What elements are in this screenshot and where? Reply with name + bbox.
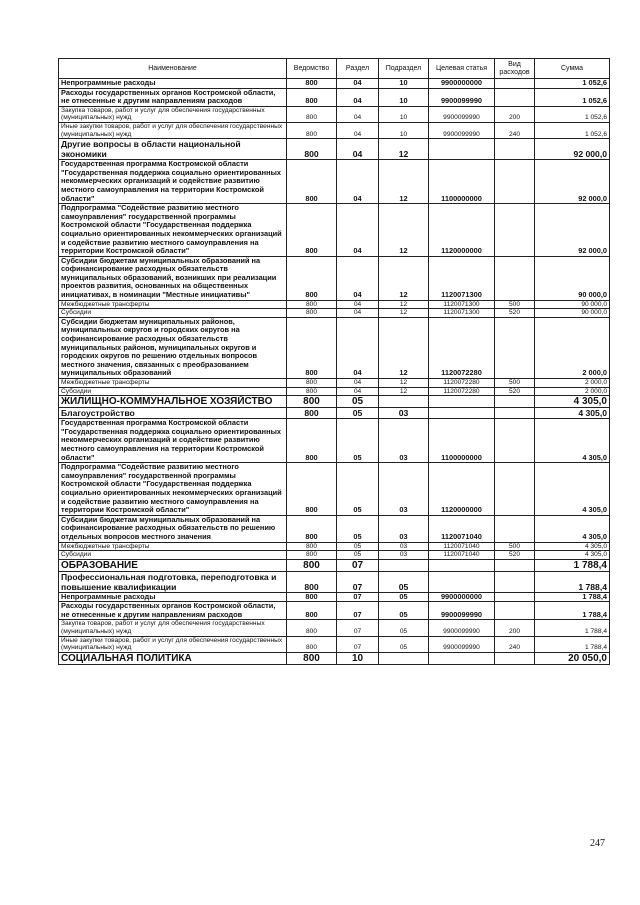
cell-department: 800	[287, 317, 337, 378]
cell-amount: 1 052,6	[535, 88, 610, 106]
cell-expense-type: 500	[495, 300, 535, 309]
cell-section: 04	[337, 139, 379, 160]
cell-amount: 1 052,6	[535, 106, 610, 122]
header-section: Раздел	[337, 59, 379, 79]
cell-target-article	[429, 396, 495, 408]
cell-target-article	[429, 139, 495, 160]
cell-subsection: 10	[379, 122, 429, 138]
cell-name: ЖИЛИЩНО-КОММУНАЛЬНОЕ ХОЗЯЙСТВО	[59, 396, 287, 408]
cell-section: 05	[337, 515, 379, 542]
table-row	[59, 309, 610, 318]
cell-target-article: 1120071300	[429, 300, 495, 309]
cell-amount: 1 788,4	[535, 571, 610, 592]
table-row	[59, 408, 610, 419]
table-row	[59, 551, 610, 560]
cell-section: 05	[337, 408, 379, 419]
cell-department: 800	[287, 379, 337, 388]
table-row	[59, 571, 610, 592]
table-row	[59, 542, 610, 551]
cell-department: 800	[287, 592, 337, 602]
table-row	[59, 515, 610, 542]
cell-amount: 92 000,0	[535, 139, 610, 160]
header-subsection: Подраздел	[379, 59, 429, 79]
cell-expense-type: 240	[495, 122, 535, 138]
cell-department: 800	[287, 387, 337, 396]
cell-target-article: 9900099990	[429, 88, 495, 106]
table-row	[59, 620, 610, 636]
cell-amount: 4 305,0	[535, 463, 610, 516]
cell-section: 05	[337, 463, 379, 516]
table-row	[59, 559, 610, 571]
cell-target-article: 9900000000	[429, 79, 495, 89]
cell-subsection: 05	[379, 620, 429, 636]
cell-department: 800	[287, 620, 337, 636]
cell-department: 800	[287, 122, 337, 138]
cell-section: 04	[337, 106, 379, 122]
cell-subsection: 12	[379, 256, 429, 300]
cell-subsection: 05	[379, 571, 429, 592]
header-name: Наименование	[59, 59, 287, 79]
cell-target-article: 1120071300	[429, 256, 495, 300]
cell-amount: 92 000,0	[535, 160, 610, 204]
cell-subsection: 10	[379, 106, 429, 122]
cell-amount: 2 000,0	[535, 379, 610, 388]
cell-name: ОБРАЗОВАНИЕ	[59, 559, 287, 571]
cell-subsection: 03	[379, 408, 429, 419]
cell-amount: 4 305,0	[535, 408, 610, 419]
cell-amount: 1 788,4	[535, 620, 610, 636]
cell-subsection: 03	[379, 542, 429, 551]
cell-name: Субсидии бюджетам муниципальных районов, муниципальных округов и городских округов на софинансирование расходных обязательств муниципальных районов, муниципальных округов и городских округов по решению отдельных вопросов местного значения, связанных с преобразованием муниципальных образований	[59, 317, 287, 378]
cell-expense-type	[495, 408, 535, 419]
table-row	[59, 636, 610, 652]
cell-name: Подпрограмма "Содействие развитию местного самоуправления" государственной программы Костромской области "Государственная поддержка социально ориентированных некоммерческих организаций и содействие развитию местного самоуправления на территории Костромской области"	[59, 463, 287, 516]
cell-expense-type: 520	[495, 309, 535, 318]
cell-department: 800	[287, 309, 337, 318]
cell-amount: 90 000,0	[535, 309, 610, 318]
cell-target-article: 9900099990	[429, 602, 495, 620]
cell-expense-type	[495, 204, 535, 257]
cell-target-article: 1120072280	[429, 379, 495, 388]
cell-target-article: 1120000000	[429, 204, 495, 257]
header-amount: Сумма	[535, 59, 610, 79]
cell-expense-type	[495, 463, 535, 516]
cell-section: 04	[337, 204, 379, 257]
cell-amount: 4 305,0	[535, 515, 610, 542]
cell-department: 800	[287, 396, 337, 408]
cell-section: 07	[337, 620, 379, 636]
cell-target-article	[429, 408, 495, 419]
cell-section: 04	[337, 387, 379, 396]
cell-section: 07	[337, 636, 379, 652]
cell-amount: 4 305,0	[535, 551, 610, 560]
table-row	[59, 379, 610, 388]
cell-amount: 1 788,4	[535, 559, 610, 571]
cell-department: 800	[287, 300, 337, 309]
cell-subsection: 05	[379, 636, 429, 652]
cell-target-article	[429, 571, 495, 592]
cell-section: 04	[337, 317, 379, 378]
cell-expense-type	[495, 88, 535, 106]
cell-expense-type	[495, 396, 535, 408]
cell-subsection: 05	[379, 602, 429, 620]
cell-expense-type: 500	[495, 542, 535, 551]
table-row	[59, 106, 610, 122]
cell-amount: 2 000,0	[535, 317, 610, 378]
cell-section: 04	[337, 379, 379, 388]
cell-expense-type	[495, 79, 535, 89]
cell-amount: 90 000,0	[535, 300, 610, 309]
cell-amount: 4 305,0	[535, 396, 610, 408]
cell-expense-type	[495, 419, 535, 463]
cell-subsection: 12	[379, 379, 429, 388]
cell-department: 800	[287, 106, 337, 122]
cell-name: Непрограммные расходы	[59, 79, 287, 89]
cell-section: 10	[337, 652, 379, 664]
cell-name: Расходы государственных органов Костромской области, не отнесенные к другим направлениям расходов	[59, 602, 287, 620]
cell-expense-type	[495, 592, 535, 602]
cell-department: 800	[287, 542, 337, 551]
cell-expense-type: 500	[495, 379, 535, 388]
cell-target-article: 1120000000	[429, 463, 495, 516]
cell-name: Расходы государственных органов Костромской области, не отнесенные к другим направлениям расходов	[59, 88, 287, 106]
cell-department: 800	[287, 256, 337, 300]
table-body	[59, 79, 610, 665]
cell-subsection: 12	[379, 317, 429, 378]
cell-department: 800	[287, 515, 337, 542]
cell-target-article: 1120072280	[429, 387, 495, 396]
cell-section: 04	[337, 256, 379, 300]
cell-subsection: 03	[379, 419, 429, 463]
table-row	[59, 88, 610, 106]
cell-name: Субсидии	[59, 309, 287, 318]
cell-subsection	[379, 559, 429, 571]
cell-name: Закупка товаров, работ и услуг для обеспечения государственных (муниципальных) нужд	[59, 620, 287, 636]
cell-target-article: 1120071300	[429, 309, 495, 318]
cell-target-article: 1120071040	[429, 551, 495, 560]
cell-expense-type	[495, 571, 535, 592]
cell-expense-type: 200	[495, 106, 535, 122]
cell-subsection: 03	[379, 463, 429, 516]
cell-subsection: 12	[379, 309, 429, 318]
cell-target-article: 1120071040	[429, 542, 495, 551]
cell-expense-type: 200	[495, 620, 535, 636]
cell-target-article	[429, 559, 495, 571]
cell-name: Субсидии	[59, 387, 287, 396]
table-row	[59, 160, 610, 204]
cell-department: 800	[287, 463, 337, 516]
cell-name: Субсидии бюджетам муниципальных образований на софинансирование расходных обязательств муниципальных образований, возникших при реализации проектов развития, основанных на общественных инициативах, в номинации "Местные инициативы"	[59, 256, 287, 300]
cell-department: 800	[287, 204, 337, 257]
cell-department: 800	[287, 160, 337, 204]
table-row	[59, 256, 610, 300]
cell-subsection: 12	[379, 139, 429, 160]
cell-subsection	[379, 396, 429, 408]
cell-subsection: 05	[379, 592, 429, 602]
cell-name: Профессиональная подготовка, переподготовка и повышение квалификации	[59, 571, 287, 592]
cell-name: Государственная программа Костромской области "Государственная поддержка социально ориентированных некоммерческих организаций и содействие развитию местного самоуправления на территории Костромской области"	[59, 160, 287, 204]
table-row	[59, 419, 610, 463]
cell-section: 04	[337, 300, 379, 309]
page-number: 247	[590, 838, 605, 849]
cell-section: 05	[337, 542, 379, 551]
cell-amount: 2 000,0	[535, 387, 610, 396]
table-row	[59, 139, 610, 160]
cell-name: Межбюджетные трансферты	[59, 379, 287, 388]
cell-department: 800	[287, 551, 337, 560]
cell-name: Благоустройство	[59, 408, 287, 419]
cell-department: 800	[287, 652, 337, 664]
cell-expense-type: 520	[495, 387, 535, 396]
cell-subsection: 12	[379, 300, 429, 309]
cell-name: Межбюджетные трансферты	[59, 300, 287, 309]
cell-amount: 4 305,0	[535, 542, 610, 551]
table-row	[59, 602, 610, 620]
cell-amount: 1 788,4	[535, 592, 610, 602]
table-row	[59, 300, 610, 309]
cell-section: 04	[337, 122, 379, 138]
table-header-row	[59, 59, 610, 79]
cell-name: Межбюджетные трансферты	[59, 542, 287, 551]
table-row	[59, 396, 610, 408]
cell-amount: 1 788,4	[535, 602, 610, 620]
cell-subsection	[379, 652, 429, 664]
header-target-article: Целевая статья	[429, 59, 495, 79]
cell-target-article: 1120072280	[429, 317, 495, 378]
cell-section: 07	[337, 592, 379, 602]
cell-name: Субсидии	[59, 551, 287, 560]
cell-section: 04	[337, 160, 379, 204]
cell-section: 05	[337, 419, 379, 463]
cell-department: 800	[287, 559, 337, 571]
cell-subsection: 10	[379, 88, 429, 106]
cell-section: 07	[337, 559, 379, 571]
budget-table	[58, 58, 610, 665]
cell-name: Государственная программа Костромской области "Государственная поддержка социально ориентированных некоммерческих организаций и содействие развитию местного самоуправления на территории Костромской области"	[59, 419, 287, 463]
table-row	[59, 204, 610, 257]
cell-department: 800	[287, 79, 337, 89]
cell-subsection: 03	[379, 515, 429, 542]
cell-subsection: 12	[379, 204, 429, 257]
cell-target-article: 9900099990	[429, 636, 495, 652]
cell-expense-type	[495, 160, 535, 204]
cell-expense-type	[495, 317, 535, 378]
cell-section: 05	[337, 396, 379, 408]
cell-subsection: 12	[379, 160, 429, 204]
cell-target-article: 9900099990	[429, 122, 495, 138]
cell-target-article: 1120071040	[429, 515, 495, 542]
cell-target-article: 1100000000	[429, 419, 495, 463]
cell-target-article: 9900099990	[429, 620, 495, 636]
cell-expense-type	[495, 256, 535, 300]
cell-name: Закупка товаров, работ и услуг для обеспечения государственных (муниципальных) нужд	[59, 106, 287, 122]
cell-target-article	[429, 652, 495, 664]
table-row	[59, 387, 610, 396]
cell-amount: 1 052,6	[535, 79, 610, 89]
cell-name: Субсидии бюджетам муниципальных образований на софинансирование расходных обязательств по решению отдельных вопросов местного значения	[59, 515, 287, 542]
cell-department: 800	[287, 408, 337, 419]
cell-section: 07	[337, 602, 379, 620]
cell-name: Другие вопросы в области национальной экономики	[59, 139, 287, 160]
cell-subsection: 03	[379, 551, 429, 560]
table-row	[59, 317, 610, 378]
cell-name: Непрограммные расходы	[59, 592, 287, 602]
cell-expense-type	[495, 515, 535, 542]
cell-department: 800	[287, 636, 337, 652]
cell-department: 800	[287, 602, 337, 620]
cell-name: Иные закупки товаров, работ и услуг для обеспечения государственных (муниципальных) нужд	[59, 122, 287, 138]
cell-name: СОЦИАЛЬНАЯ ПОЛИТИКА	[59, 652, 287, 664]
cell-amount: 20 050,0	[535, 652, 610, 664]
cell-section: 05	[337, 551, 379, 560]
cell-department: 800	[287, 88, 337, 106]
cell-name: Подпрограмма "Содействие развитию местного самоуправления" государственной программы Костромской области "Государственная поддержка социально ориентированных некоммерческих организаций и содействие развитию местного самоуправления на территории Костромской области"	[59, 204, 287, 257]
cell-expense-type	[495, 139, 535, 160]
cell-subsection: 10	[379, 79, 429, 89]
cell-expense-type: 520	[495, 551, 535, 560]
cell-target-article: 1100000000	[429, 160, 495, 204]
cell-section: 04	[337, 79, 379, 89]
cell-department: 800	[287, 571, 337, 592]
cell-target-article: 9900000000	[429, 592, 495, 602]
table-row	[59, 652, 610, 664]
cell-target-article: 9900099990	[429, 106, 495, 122]
table-row	[59, 463, 610, 516]
cell-section: 07	[337, 571, 379, 592]
header-expense-type: Вид расходов	[495, 59, 535, 79]
header-department: Ведомство	[287, 59, 337, 79]
cell-amount: 90 000,0	[535, 256, 610, 300]
cell-name: Иные закупки товаров, работ и услуг для обеспечения государственных (муниципальных) нужд	[59, 636, 287, 652]
cell-amount: 1 788,4	[535, 636, 610, 652]
cell-amount: 4 305,0	[535, 419, 610, 463]
cell-subsection: 12	[379, 387, 429, 396]
cell-expense-type	[495, 559, 535, 571]
cell-department: 800	[287, 139, 337, 160]
cell-amount: 92 000,0	[535, 204, 610, 257]
table-row	[59, 592, 610, 602]
table-row	[59, 122, 610, 138]
cell-expense-type	[495, 602, 535, 620]
table-row	[59, 79, 610, 89]
cell-expense-type	[495, 652, 535, 664]
cell-department: 800	[287, 419, 337, 463]
cell-expense-type: 240	[495, 636, 535, 652]
cell-section: 04	[337, 309, 379, 318]
cell-section: 04	[337, 88, 379, 106]
cell-amount: 1 052,6	[535, 122, 610, 138]
